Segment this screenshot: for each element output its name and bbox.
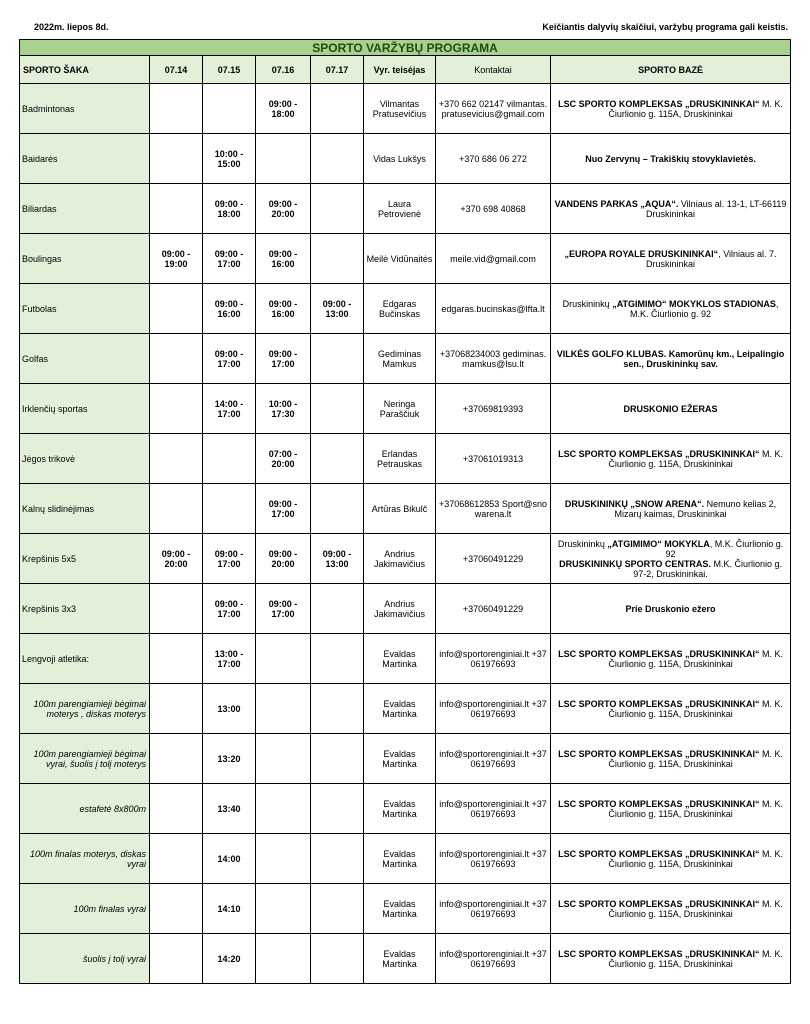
time-cell-d2: 13:00	[203, 684, 256, 734]
time-cell-d4	[311, 584, 364, 634]
contact-cell: +37060491229	[436, 584, 551, 634]
time-cell-d1	[150, 634, 203, 684]
contact-cell: info@sportorenginiai.lt +37061976693	[436, 734, 551, 784]
time-cell-d2	[203, 484, 256, 534]
venue-cell	[551, 934, 791, 984]
table-row	[20, 134, 791, 184]
time-cell-d4	[311, 234, 364, 284]
venue-text: , M.K. Čiurlionio g. 92	[630, 298, 779, 319]
document-date: 2022m. liepos 8d.	[34, 22, 109, 32]
time-cell-d2: 09:00 - 17:00	[203, 334, 256, 384]
sport-name-cell: 100m finalas vyrai	[20, 884, 150, 934]
time-cell-d3: 09:00 - 17:00	[256, 484, 311, 534]
judge-cell: Andrius Jakimavičius	[364, 584, 436, 634]
table-row	[20, 434, 791, 484]
time-cell-d2: 14:20	[203, 934, 256, 984]
judge-cell: Evaldas Martinka	[364, 684, 436, 734]
venue-text: M.K. Čiurlionio g. 97-2, Druskininkai.	[633, 558, 782, 579]
time-cell-d2: 10:00 - 15:00	[203, 134, 256, 184]
venue-cell	[551, 284, 791, 334]
table-row	[20, 934, 791, 984]
contact-cell: +37069819393	[436, 384, 551, 434]
sport-name-cell: Futbolas	[20, 284, 150, 334]
venue-text: Nuo Zervynų – Trakiškių stovyklavietės.	[585, 153, 756, 164]
sport-name-cell: Krepšinis 5x5	[20, 534, 150, 584]
time-cell-d3: 10:00 - 17:30	[256, 384, 311, 434]
venue-cell	[551, 584, 791, 634]
venue-text: M. K. Čiurlionio g. 115A, Druskininkai	[608, 448, 783, 469]
time-cell-d1	[150, 734, 203, 784]
venue-cell	[551, 134, 791, 184]
sport-name-cell: Badmintonas	[20, 84, 150, 134]
time-cell-d2: 14:10	[203, 884, 256, 934]
contact-cell: edgaras.bucinskas@lfta.lt	[436, 284, 551, 334]
table-header-row	[20, 56, 791, 84]
sport-name-cell: 100m finalas moterys, diskas vyrai	[20, 834, 150, 884]
time-cell-d3: 09:00 - 16:00	[256, 234, 311, 284]
time-cell-d4	[311, 784, 364, 834]
contact-cell: info@sportorenginiai.lt +37061976693	[436, 784, 551, 834]
venue-text: , M.K. Čiurlionio g. 92	[665, 538, 784, 559]
time-cell-d4: 09:00 - 13:00	[311, 284, 364, 334]
table-row	[20, 234, 791, 284]
sport-name-cell: Boulingas	[20, 234, 150, 284]
judge-cell: Gediminas Mamkus	[364, 334, 436, 384]
venue-text: M. K. Čiurlionio g. 115A, Druskininkai	[608, 748, 783, 769]
column-header-contact: Kontaktai	[436, 56, 551, 84]
contact-cell: +37068612853 Sport@snowarena.lt	[436, 484, 551, 534]
venue-cell	[551, 784, 791, 834]
time-cell-d1	[150, 184, 203, 234]
table-row	[20, 84, 791, 134]
time-cell-d4	[311, 384, 364, 434]
time-cell-d4: 09:00 - 13:00	[311, 534, 364, 584]
column-header-judge: Vyr. teisėjas	[364, 56, 436, 84]
time-cell-d4	[311, 334, 364, 384]
table-row	[20, 534, 791, 584]
table-row	[20, 184, 791, 234]
table-row	[20, 684, 791, 734]
time-cell-d3: 07:00 - 20:00	[256, 434, 311, 484]
venue-text: Druskininkų	[557, 538, 608, 549]
time-cell-d3	[256, 784, 311, 834]
contact-cell: +37060491229	[436, 534, 551, 584]
time-cell-d4	[311, 134, 364, 184]
sport-name-cell: Kalnų slidinėjimas	[20, 484, 150, 534]
judge-cell: Meilė Vidūnaitės	[364, 234, 436, 284]
column-header-date-3: 07.16	[256, 56, 311, 84]
venue-text: LSC SPORTO KOMPLEKSAS „DRUSKININKAI“	[558, 748, 760, 759]
sport-name-cell: estafetė 8x800m	[20, 784, 150, 834]
time-cell-d4	[311, 184, 364, 234]
time-cell-d3: 09:00 - 20:00	[256, 184, 311, 234]
venue-text: , Vilniaus al. 7. Druskininkai	[646, 248, 777, 269]
venue-text: M. K. Čiurlionio g. 115A, Druskininkai	[608, 948, 783, 969]
venue-text: M. K. Čiurlionio g. 115A, Druskininkai	[608, 698, 783, 719]
sport-name-cell: Golfas	[20, 334, 150, 384]
venue-text: LSC SPORTO KOMPLEKSAS „DRUSKININKAI“	[558, 948, 760, 959]
time-cell-d2: 09:00 - 17:00	[203, 234, 256, 284]
time-cell-d3	[256, 934, 311, 984]
venue-text: LSC SPORTO KOMPLEKSAS „DRUSKININKAI“	[558, 848, 760, 859]
sport-name-cell: 100m parengiamieji bėgimai moterys , diskas moterys	[20, 684, 150, 734]
table-row	[20, 484, 791, 534]
time-cell-d3	[256, 634, 311, 684]
time-cell-d2	[203, 84, 256, 134]
time-cell-d4	[311, 884, 364, 934]
sport-name-cell: šuolis į tolį vyrai	[20, 934, 150, 984]
venue-text: M. K. Čiurlionio g. 115A, Druskininkai	[608, 848, 783, 869]
table-row	[20, 284, 791, 334]
time-cell-d3: 09:00 - 20:00	[256, 534, 311, 584]
venue-cell	[551, 84, 791, 134]
time-cell-d3	[256, 734, 311, 784]
judge-cell: Evaldas Martinka	[364, 884, 436, 934]
time-cell-d1: 09:00 - 19:00	[150, 234, 203, 284]
venue-text: DRUSKONIO EŽERAS	[623, 403, 718, 414]
time-cell-d1	[150, 334, 203, 384]
time-cell-d1	[150, 684, 203, 734]
time-cell-d3	[256, 684, 311, 734]
venue-text: M. K. Čiurlionio g. 115A, Druskininkai	[608, 798, 783, 819]
judge-cell: Vidas Lukšys	[364, 134, 436, 184]
time-cell-d4	[311, 484, 364, 534]
venue-text: LSC SPORTO KOMPLEKSAS „DRUSKININKAI“	[558, 798, 760, 809]
column-header-base: SPORTO BAZĖ	[551, 56, 791, 84]
program-change-notice: Keičiantis dalyvių skaičiui, varžybų programa gali keistis.	[542, 22, 788, 32]
sport-name-cell: Krepšinis 3x3	[20, 584, 150, 634]
time-cell-d2: 09:00 - 18:00	[203, 184, 256, 234]
judge-cell: Erlandas Petrauskas	[364, 434, 436, 484]
time-cell-d4	[311, 434, 364, 484]
judge-cell: Artūras Bikulč	[364, 484, 436, 534]
time-cell-d1	[150, 484, 203, 534]
time-cell-d1	[150, 584, 203, 634]
venue-text: „EUROPA ROYALE DRUSKININKAI“	[564, 248, 719, 259]
contact-cell: info@sportorenginiai.lt +37061976693	[436, 934, 551, 984]
column-header-sport: SPORTO ŠAKA	[20, 56, 150, 84]
time-cell-d1	[150, 434, 203, 484]
time-cell-d2: 14:00 - 17:00	[203, 384, 256, 434]
venue-cell	[551, 834, 791, 884]
contact-cell: +370 662 02147 vilmantas.pratusevicius@gmail.com	[436, 84, 551, 134]
time-cell-d3: 09:00 - 17:00	[256, 584, 311, 634]
time-cell-d3	[256, 884, 311, 934]
time-cell-d2: 09:00 - 17:00	[203, 584, 256, 634]
venue-text: Druskininkų	[562, 298, 613, 309]
venue-text: LSC SPORTO KOMPLEKSAS „DRUSKININKAI“	[558, 698, 760, 709]
time-cell-d3: 09:00 - 18:00	[256, 84, 311, 134]
venue-cell	[551, 384, 791, 434]
venue-cell	[551, 884, 791, 934]
time-cell-d2: 09:00 - 17:00	[203, 534, 256, 584]
column-header-date-2: 07.15	[203, 56, 256, 84]
table-row	[20, 334, 791, 384]
contact-cell: info@sportorenginiai.lt +37061976693	[436, 884, 551, 934]
venue-cell	[551, 434, 791, 484]
sport-name-cell: Lengvoji atletika:	[20, 634, 150, 684]
time-cell-d1	[150, 84, 203, 134]
table-title: SPORTO VARŽYBŲ PROGRAMA	[20, 40, 791, 56]
sport-name-cell: Biliardas	[20, 184, 150, 234]
venue-text: DRUSKININKŲ „SNOW ARENA“.	[564, 498, 705, 509]
venue-text: VILKĖS GOLFO KLUBAS. Kamorūnų km., Leipalingio sen., Druskininkų sav.	[556, 348, 785, 369]
venue-text: VANDENS PARKAS „AQUA“.	[554, 198, 679, 209]
venue-text: LSC SPORTO KOMPLEKSAS „DRUSKININKAI“	[558, 98, 760, 109]
time-cell-d2: 14:00	[203, 834, 256, 884]
column-header-date-4: 07.17	[311, 56, 364, 84]
table-row	[20, 634, 791, 684]
venue-cell	[551, 634, 791, 684]
sport-name-cell: Baidarės	[20, 134, 150, 184]
contact-cell: +37061019313	[436, 434, 551, 484]
contact-cell: info@sportorenginiai.lt +37061976693	[436, 684, 551, 734]
venue-text: M. K. Čiurlionio g. 115A, Druskininkai	[608, 98, 783, 119]
contact-cell: meile.vid@gmail.com	[436, 234, 551, 284]
venue-text: „ATGIMIMO“ MOKYKLOS STADIONAS	[612, 298, 776, 309]
venue-text: Nemuno kelias 2, Mizarų kaimas, Druskininkai	[614, 498, 777, 519]
time-cell-d2: 09:00 - 16:00	[203, 284, 256, 334]
time-cell-d4	[311, 734, 364, 784]
time-cell-d3	[256, 134, 311, 184]
time-cell-d1	[150, 934, 203, 984]
judge-cell: Evaldas Martinka	[364, 634, 436, 684]
table-row	[20, 734, 791, 784]
venue-cell	[551, 684, 791, 734]
time-cell-d1	[150, 784, 203, 834]
venue-text: LSC SPORTO KOMPLEKSAS „DRUSKININKAI“	[558, 448, 760, 459]
table-row	[20, 784, 791, 834]
judge-cell: Evaldas Martinka	[364, 734, 436, 784]
venue-cell	[551, 334, 791, 384]
venue-text: M. K. Čiurlionio g. 115A, Druskininkai	[608, 648, 783, 669]
table-title-row	[20, 40, 791, 56]
time-cell-d1	[150, 284, 203, 334]
judge-cell: Neringa Paraščiuk	[364, 384, 436, 434]
time-cell-d3: 09:00 - 16:00	[256, 284, 311, 334]
judge-cell: Evaldas Martinka	[364, 784, 436, 834]
venue-cell	[551, 234, 791, 284]
judge-cell: Laura Petrovienė	[364, 184, 436, 234]
judge-cell: Evaldas Martinka	[364, 834, 436, 884]
sport-name-cell: Irklenčių sportas	[20, 384, 150, 434]
venue-text: M. K. Čiurlionio g. 115A, Druskininkai	[608, 898, 783, 919]
sports-program-table	[19, 39, 791, 984]
judge-cell: Andrius Jakimavičius	[364, 534, 436, 584]
time-cell-d3: 09:00 - 17:00	[256, 334, 311, 384]
column-header-date-1: 07.14	[150, 56, 203, 84]
venue-cell	[551, 484, 791, 534]
time-cell-d1	[150, 834, 203, 884]
time-cell-d2: 13:40	[203, 784, 256, 834]
contact-cell: +370 698 40868	[436, 184, 551, 234]
time-cell-d1	[150, 884, 203, 934]
sport-name-cell: 100m parengiamieji bėgimai vyrai, šuolis į tolį moterys	[20, 734, 150, 784]
venue-cell	[551, 734, 791, 784]
sport-name-cell: Jėgos trikovė	[20, 434, 150, 484]
time-cell-d1: 09:00 - 20:00	[150, 534, 203, 584]
venue-text: Vilniaus al. 13-1, LT-66119 Druskininkai	[646, 198, 787, 219]
venue-text: LSC SPORTO KOMPLEKSAS „DRUSKININKAI“	[558, 648, 760, 659]
judge-cell: Vilmantas Pratusevičius	[364, 84, 436, 134]
contact-cell: info@sportorenginiai.lt +37061976693	[436, 834, 551, 884]
time-cell-d2	[203, 434, 256, 484]
time-cell-d2: 13:20	[203, 734, 256, 784]
venue-cell	[551, 534, 791, 584]
contact-cell: +37068234003 gediminas.mamkus@lsu.lt	[436, 334, 551, 384]
table-row	[20, 584, 791, 634]
time-cell-d1	[150, 134, 203, 184]
time-cell-d4	[311, 84, 364, 134]
venue-text: „ATGIMIMO“ MOKYKLA	[607, 538, 710, 549]
time-cell-d4	[311, 634, 364, 684]
time-cell-d1	[150, 384, 203, 434]
judge-cell: Edgaras Bučinskas	[364, 284, 436, 334]
venue-cell	[551, 184, 791, 234]
judge-cell: Evaldas Martinka	[364, 934, 436, 984]
time-cell-d4	[311, 684, 364, 734]
contact-cell: info@sportorenginiai.lt +37061976693	[436, 634, 551, 684]
time-cell-d4	[311, 834, 364, 884]
table-row	[20, 384, 791, 434]
table-row	[20, 834, 791, 884]
time-cell-d4	[311, 934, 364, 984]
time-cell-d2: 13:00 - 17:00	[203, 634, 256, 684]
venue-text: Prie Druskonio ežero	[625, 603, 716, 614]
time-cell-d3	[256, 834, 311, 884]
venue-text: LSC SPORTO KOMPLEKSAS „DRUSKININKAI“	[558, 898, 760, 909]
venue-text: DRUSKININKŲ SPORTO CENTRAS.	[559, 558, 711, 569]
table-row	[20, 884, 791, 934]
contact-cell: +370 686 06 272	[436, 134, 551, 184]
